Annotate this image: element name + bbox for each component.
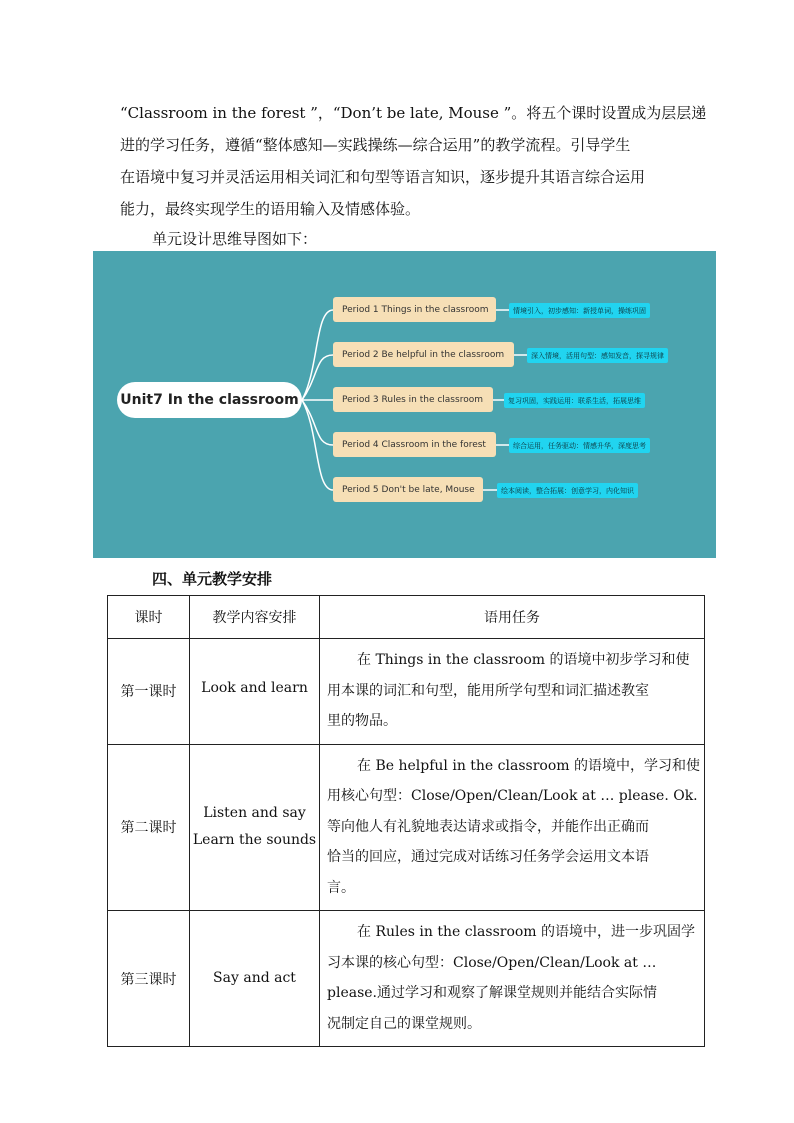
task-node-5: 绘本阅读，整合拓展：创意学习，内化知识 — [497, 483, 638, 498]
period-node-1: Period 1 Things in the classroom — [333, 297, 496, 322]
content-cell — [190, 744, 320, 911]
task-cell — [320, 744, 705, 911]
table-row — [108, 744, 705, 911]
task-line: 习本课的核心句型：Close/Open/Clean/Look at … — [327, 954, 657, 971]
task-line: 等向他人有礼貌地表达请求或指令，并能作出正确而 — [327, 818, 649, 835]
task-line: 言。 — [327, 879, 355, 896]
content-line: Look and learn — [201, 679, 308, 696]
task-cell — [320, 639, 705, 745]
task-node-2: 深入情境，活用句型：感知发音，探寻规律 — [527, 348, 668, 363]
task-node-3: 复习巩固，实践运用：联系生活，拓展思维 — [504, 393, 645, 408]
content-line: Say and act — [213, 970, 296, 986]
intro-paragraph — [120, 97, 707, 225]
table-header-row — [108, 596, 705, 639]
task-line: 况制定自己的课堂规则。 — [327, 1015, 481, 1032]
period-cell: 第二课时 — [108, 744, 190, 911]
header-content: 教学内容安排 — [190, 596, 320, 639]
task-line: 用本课的词汇和句型，能用所学句型和词汇描述教室 — [327, 682, 649, 699]
content-line: Learn the sounds — [192, 832, 317, 849]
table-row — [108, 639, 705, 745]
content-line: Listen and say — [203, 805, 306, 822]
intro-line: 能力，最终实现学生的语用输入及情感体验。 — [120, 200, 421, 218]
header-period: 课时 — [108, 596, 190, 639]
mind-map-root: Unit7 In the classroom — [117, 382, 302, 418]
connector-period-4 — [302, 400, 333, 445]
content-cell — [190, 911, 320, 1047]
task-line: please.通过学习和观察了解课堂规则并能结合实际情 — [327, 985, 657, 1001]
intro-line: “Classroom in the forest ”，“Don’t be late, Mouse ”。将五个课时设置成为层层递 — [120, 104, 707, 122]
task-line: 在 Things in the classroom 的语境中初步学习和使 — [357, 652, 690, 668]
connector-period-2 — [302, 355, 333, 400]
period-cell: 第一课时 — [108, 639, 190, 745]
section-title: 四、单元教学安排 — [152, 570, 273, 588]
period-node-5: Period 5 Don't be late, Mouse — [333, 477, 483, 502]
task-line: 在 Rules in the classroom 的语境中，进一步巩固学 — [357, 924, 696, 940]
table-row — [108, 911, 705, 1047]
period-cell: 第三课时 — [108, 911, 190, 1047]
task-node-1: 情境引入，初步感知：新授单词，操练巩固 — [509, 303, 650, 318]
teaching-plan-table — [107, 595, 705, 1047]
period-node-4: Period 4 Classroom in the forest — [333, 432, 496, 457]
content-cell — [190, 639, 320, 745]
mind-map — [93, 251, 716, 558]
task-line: 在 Be helpful in the classroom 的语境中，学习和使 — [357, 757, 700, 774]
mindmap-caption: 单元设计思维导图如下： — [152, 230, 318, 248]
period-node-2: Period 2 Be helpful in the classroom — [333, 342, 514, 367]
task-cell — [320, 911, 705, 1047]
task-line: 里的物品。 — [327, 713, 397, 729]
header-task: 语用任务 — [320, 596, 705, 639]
task-node-4: 综合运用，任务驱动：情感升华，深度思考 — [509, 438, 650, 453]
intro-line: 在语境中复习并灵活运用相关词汇和句型等语言知识，逐步提升其语言综合运用 — [120, 168, 646, 186]
intro-line: 进的学习任务，遵循“整体感知—实践操练—综合运用”的教学流程。引导学生 — [120, 136, 631, 154]
period-node-3: Period 3 Rules in the classroom — [333, 387, 493, 412]
task-line: 用核心句型：Close/Open/Clean/Look at … please. Ok. — [327, 788, 698, 804]
task-line: 恰当的回应，通过完成对话练习任务学会运用文本语 — [327, 849, 649, 865]
